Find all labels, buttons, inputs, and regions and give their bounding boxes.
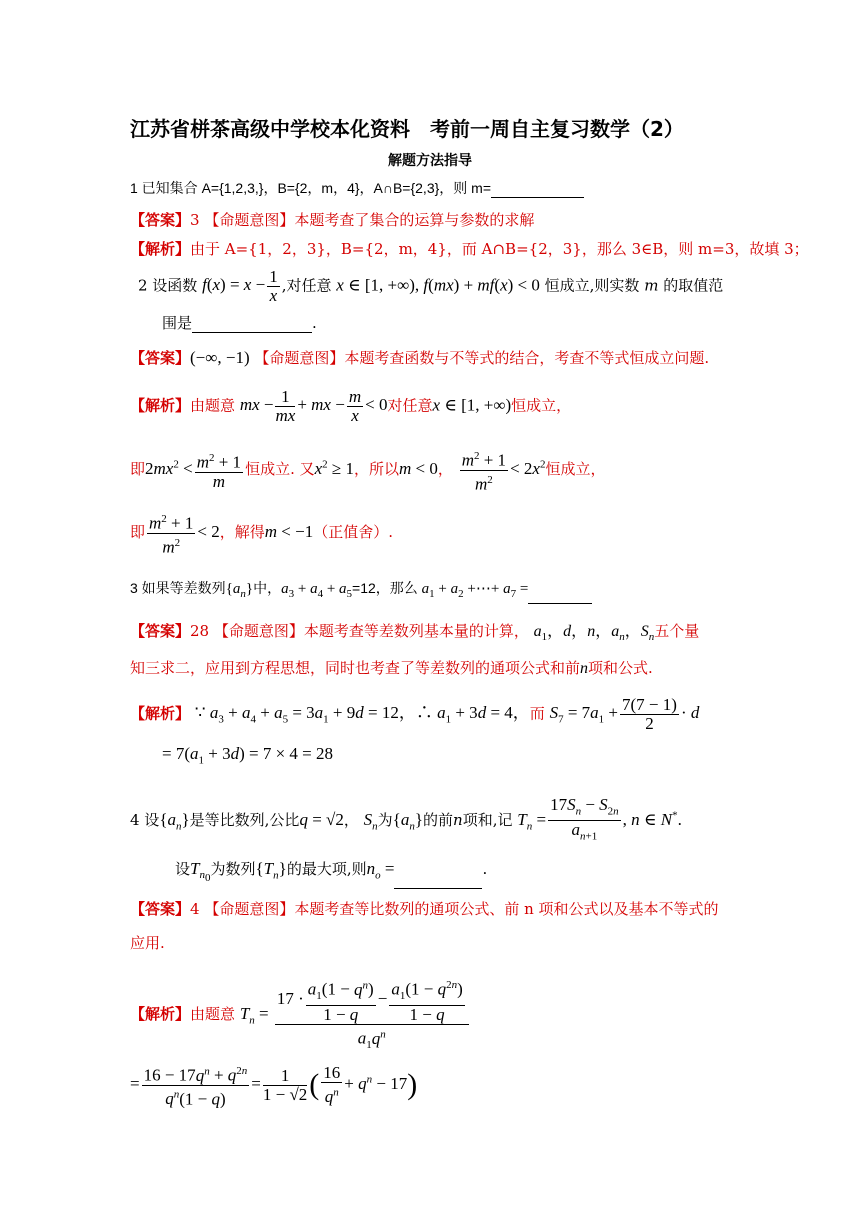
question-3: 3 如果等差数列$\{a_n\}$中，$a_3 + a_4 + a_5=12$，那么 $a_1 + a_2$ +⋯+ $a_7$ =: [130, 578, 592, 604]
analysis-2: 【解析】由题意 mx − $\frac{1}{mx}$ + mx − $\frac{m}{x}$ < 0对任意x ∈ [1, +∞)恒成立，: [130, 387, 572, 425]
answer-4: 【答案】4 【命题意图】本题考查等比数列的通项公式、前 n 项和公式以及基本不等式的: [130, 900, 719, 918]
question-2-line2: 围是 .: [162, 314, 317, 332]
analysis-3: 【解析】 ∵ $a_3 + a_4 + a_5 = 3a_1 + 9d = 12$，∴ $a_1 + 3d = 4$，而 $S_7 = 7a_1$ + $\frac{7(7 - 1)}{2}$ · d: [130, 695, 700, 733]
answer-3-line2: 知三求二，应用到方程思想，同时也考查了等差数列的通项公式和前n项和公式.: [130, 659, 653, 677]
analysis-4: 【解析】由题意 $T_n$ = 17 · $\frac{a_1(1 - q^n)}{1 - q}$ − $\frac{a_1(1 - q^{2n})}{1 - q}$ $a_1q^n$: [130, 974, 471, 1060]
answer-3: 【答案】28 【命题意图】本题考查等差数列基本量的计算， $a_1$，d，n，$a_n$，$S_n$五个量: [130, 622, 700, 644]
answer-4-line2: 应用.: [130, 934, 165, 952]
page-title: 江苏省栟茶高级中学校本化资料 考前一周自主复习数学（2）: [130, 117, 684, 141]
answer-2: 【答案】(−∞, −1) 【命题意图】本题考查函数与不等式的结合，考查不等式恒成立问题.: [130, 348, 710, 367]
question-1: 1 已知集合 A={1,2,3,}，B={2，m，4}，A∩B={2,3}，则 m=: [130, 178, 584, 198]
analysis-2-step2: 即$2mx^2$ < $\frac{m^2 + 1}{m}$ 恒成立. 又$x^2 \ge 1$，所以m < 0， $\frac{m^2 + 1}{m^2}$ < $2x^2$恒成立，: [130, 447, 605, 493]
analysis-2-step3: 即 $\frac{m^2 + 1}{m^2}$ < 2，解得m < −1（正值舍）.: [130, 510, 393, 556]
answer-1: 【答案】3 【命题意图】本题考查了集合的运算与参数的求解: [130, 211, 535, 229]
question-2: 2 设函数 f(x) = x − $\frac{1}{x}$ ,对任意 x ∈ [1, +∞), f(mx) + mf(x) < 0 恒成立,则实数 m 的取值范: [138, 267, 724, 305]
analysis-3-result: = $7(a_1 + 3d) = 7 \times 4 = 28$: [162, 744, 334, 767]
question-4: 4 设$\{a_n\}$是等比数列,公比q = √2， $S_n$为$\{a_n\}$的前n项和,记 $T_n$ = $\frac{17S_n - S_{2n}}{a_{n+1}}$ , n ∈ N*.: [130, 795, 682, 843]
page-subtitle: 解题方法指导: [388, 153, 472, 169]
analysis-1: 【解析】由于 A={1，2，3}，B={2，m，4}，而 A∩B={2，3}，那么 3∈B，则 m=3，故填 3；: [130, 240, 809, 258]
question-4-line2: 设$T_{n_0}$为数列$\{T_n\}$的最大项,则$n_o$ = .: [175, 859, 487, 889]
analysis-4-result: = $\frac{16 - 17q^n + q^{2n}}{q^n(1 - q)}$ = $\frac{1}{1 - √2}$ ( $\frac{16}{q^n}$ + $q^n - 17$): [130, 1063, 418, 1109]
